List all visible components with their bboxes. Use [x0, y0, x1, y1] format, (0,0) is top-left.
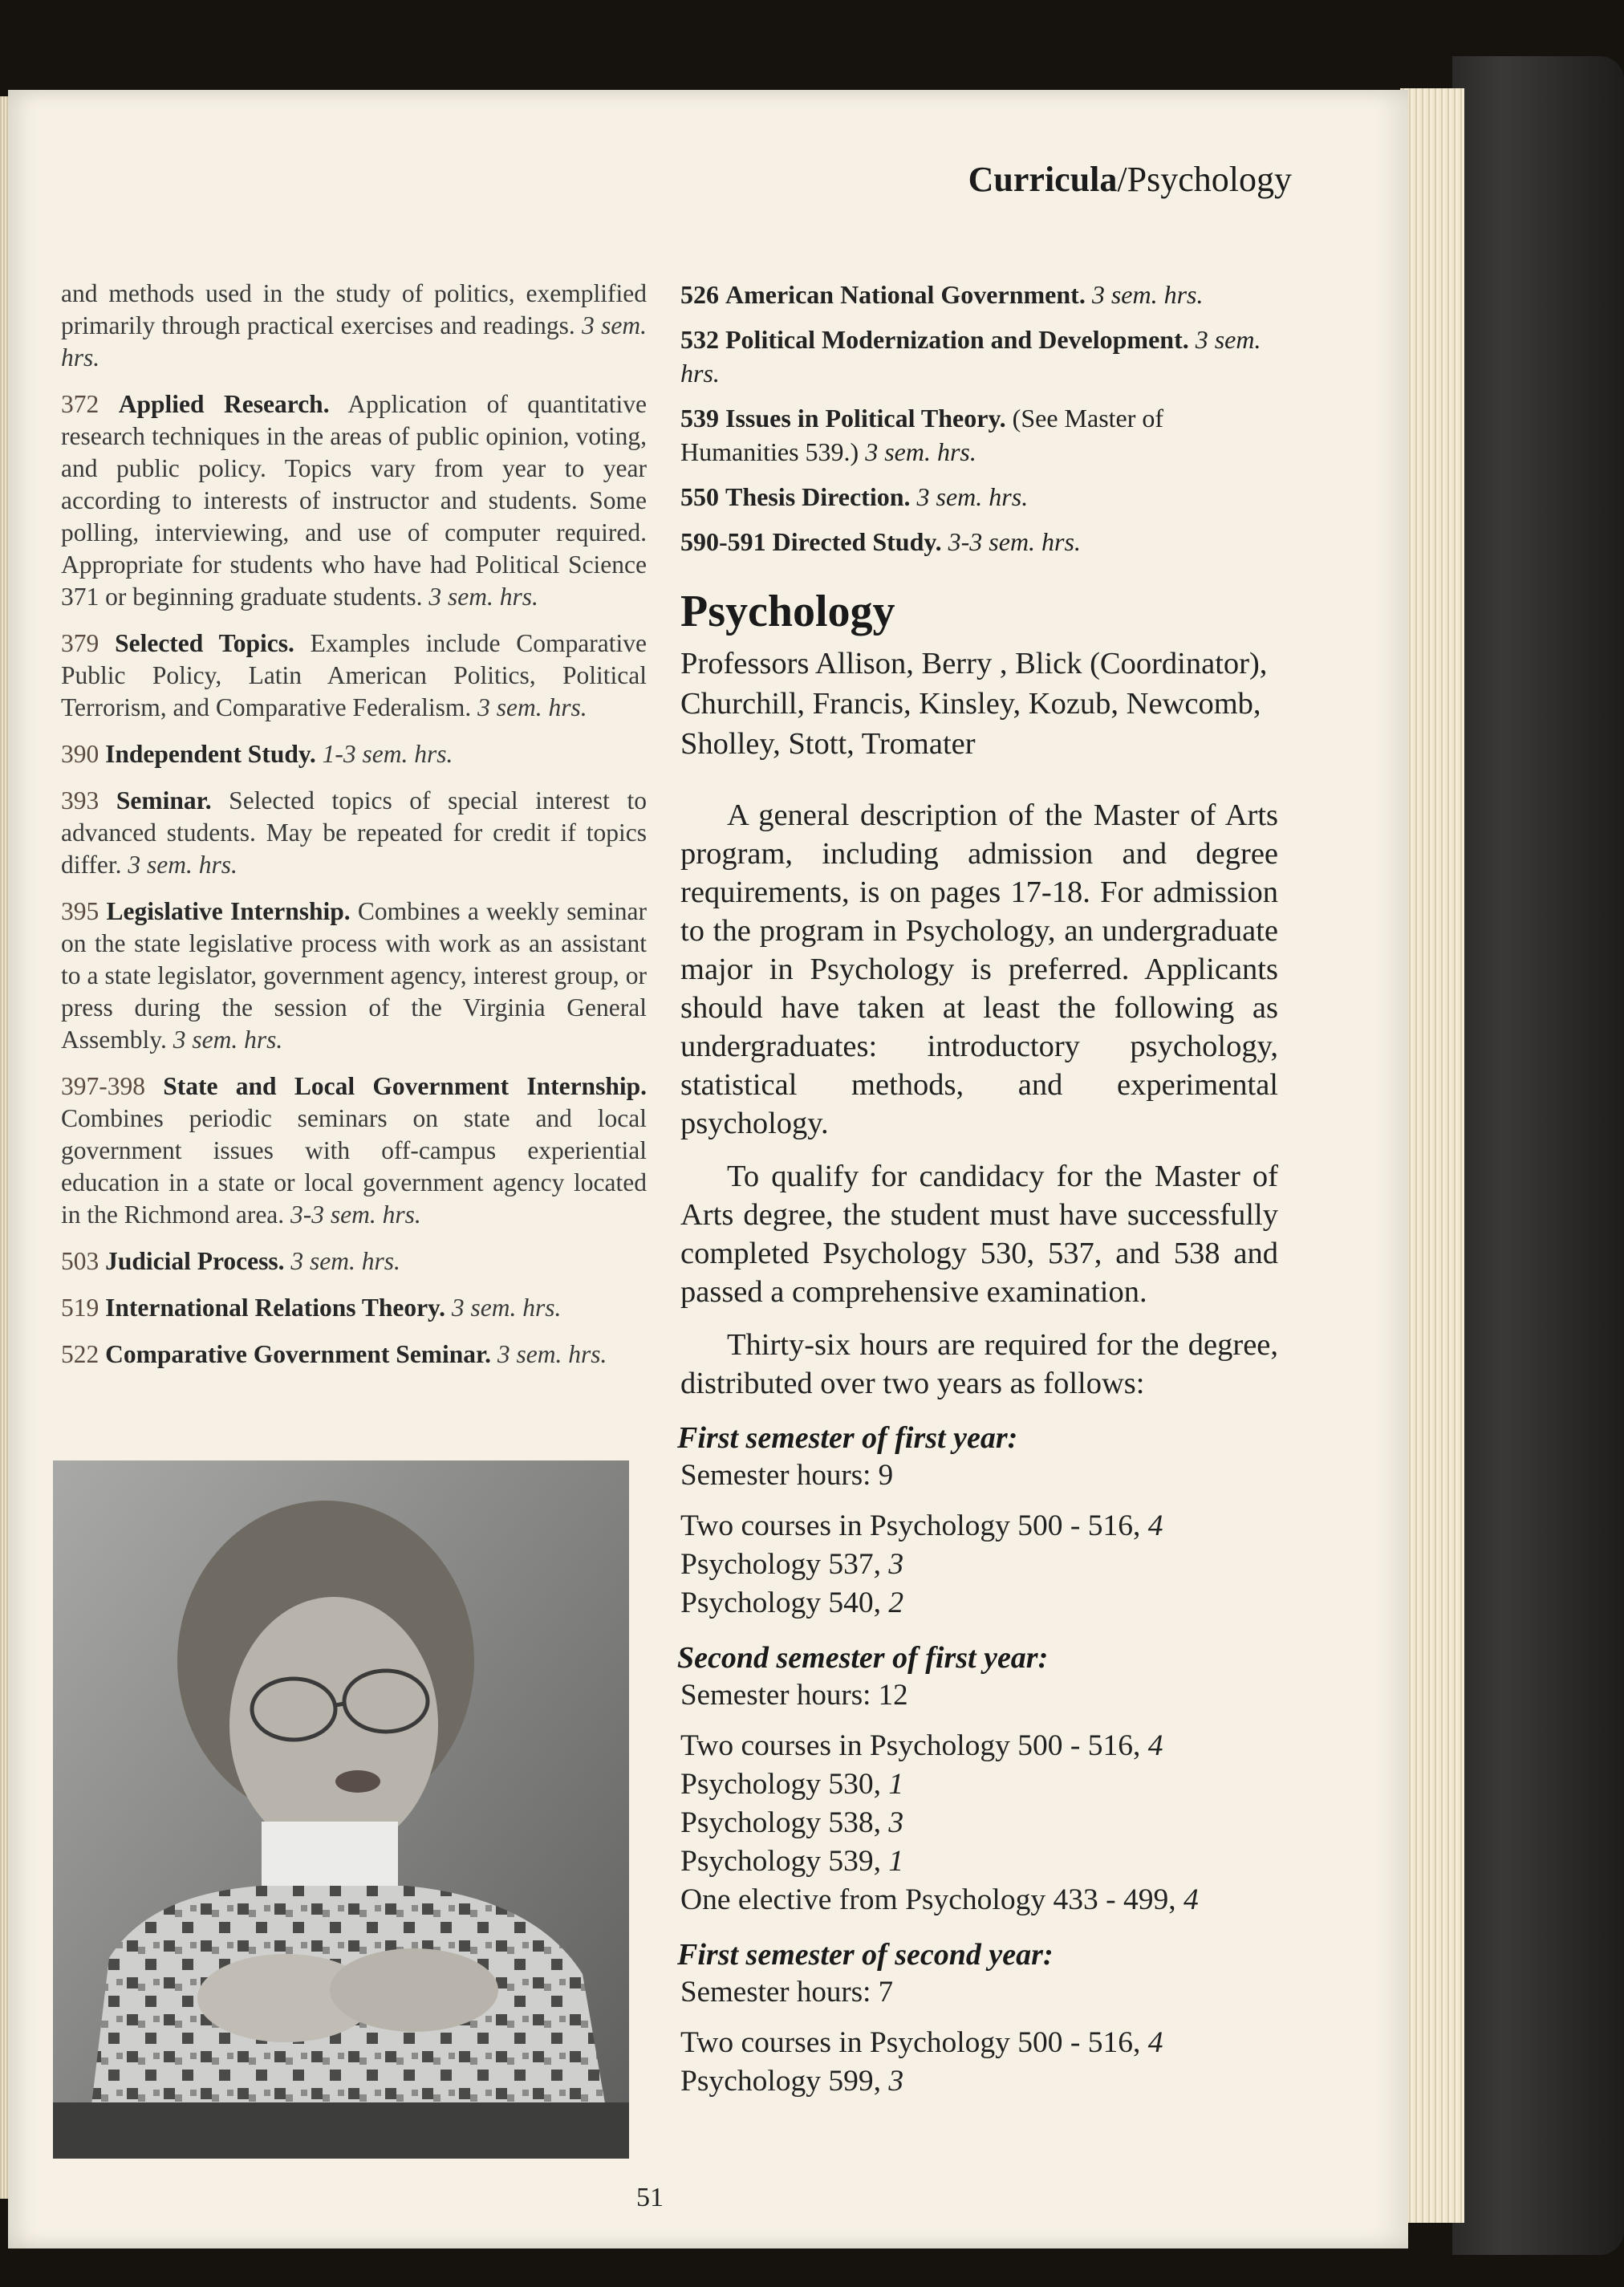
requirement-text: One elective from Psychology 433 - 499, [680, 1883, 1176, 1916]
requirement-hours: 3 [888, 1806, 904, 1839]
body-paragraph: A general description of the Master of Arts program, including admission and degree requirements, is on pages 17-18. For admission to the program in Psychology, an undergraduate major in Psychology is preferred. Applicants should have taken at least the following as undergraduates: introductory psychology, statistical methods, and experimental psychology. [680, 798, 1278, 1140]
requirement-hours: 3 [888, 1548, 904, 1581]
course-entry [61, 628, 647, 724]
requirement-hours: 1 [888, 1845, 904, 1878]
course-entry [680, 525, 1278, 559]
course-hours: 3 sem. hrs. [428, 583, 538, 611]
requirement-line [680, 1546, 1278, 1584]
left-intro [61, 278, 647, 374]
course-title: Seminar. [116, 786, 212, 814]
requirement-hours: 2 [888, 1586, 904, 1619]
course-entry [61, 1292, 647, 1324]
course-title: Political Modernization and Development. [725, 325, 1189, 354]
body-paragraph: To qualify for candidacy for the Master of Arts degree, the student must have successfully completed Psychology 530, 537, and 538 and passed a comprehensive examination. [680, 1160, 1278, 1309]
course-entry [61, 1245, 647, 1278]
requirement-hours: 4 [1147, 1729, 1163, 1762]
course-number: 379 [61, 629, 99, 657]
requirement-text: Psychology 540, [680, 1586, 882, 1619]
course-title: Issues in Political Theory. [725, 404, 1006, 433]
course-entry [61, 388, 647, 613]
course-hours: 1-3 sem. hrs. [322, 740, 453, 768]
course-number: 395 [61, 897, 99, 925]
running-head [802, 159, 1292, 200]
course-entry [61, 896, 647, 1056]
requirement-hours: 4 [1147, 2026, 1163, 2059]
requirement-text: Psychology 539, [680, 1845, 882, 1878]
course-title: American National Government. [725, 280, 1086, 309]
right-column [677, 278, 1278, 2101]
course-number: 390 [61, 740, 99, 768]
requirement-text: Psychology 538, [680, 1806, 882, 1839]
semester-hours: Semester hours: 7 [680, 1976, 894, 2009]
requirement-line [680, 1765, 1278, 1804]
course-hours: 3 sem. hrs. [865, 437, 976, 466]
requirement-line [680, 1507, 1278, 1546]
course-title: International Relations Theory. [105, 1294, 445, 1322]
requirement-hours: 4 [1183, 1883, 1199, 1916]
requirement-hours: 3 [888, 2065, 904, 2098]
requirement-text: Psychology 537, [680, 1548, 882, 1581]
requirement-line [680, 1727, 1278, 1765]
page-edges [1400, 88, 1464, 2223]
course-note: (See Master of Humanities 539.) [680, 404, 1164, 466]
left-column [61, 278, 647, 1385]
course-hours: 3 sem. hrs. [1091, 280, 1204, 309]
course-title: Comparative Government Seminar. [105, 1340, 492, 1368]
course-number: 550 [680, 482, 719, 511]
running-head-section: Curricula [968, 160, 1118, 199]
course-title: Thesis Direction. [725, 482, 911, 511]
requirement-hours: 1 [888, 1768, 904, 1801]
course-title: Independent Study. [105, 740, 316, 768]
course-number: 503 [61, 1247, 99, 1275]
course-number: 519 [61, 1294, 99, 1322]
requirement-hours: 4 [1147, 1509, 1163, 1542]
requirement-text: Two courses in Psychology 500 - 516, [680, 1729, 1141, 1762]
faculty-photo [53, 1460, 629, 2159]
requirement-text: Two courses in Psychology 500 - 516, [680, 2026, 1141, 2059]
course-number: 532 [680, 325, 719, 354]
course-hours: 3 sem. hrs. [128, 851, 238, 879]
faculty-list: Professors Allison, Berry , Blick (Coordinator), Churchill, Francis, Kinsley, Kozub, Newcomb, Sholley, Stott, Tromater [680, 647, 1268, 761]
course-title: Judicial Process. [105, 1247, 285, 1275]
requirement-line [680, 1842, 1278, 1881]
requirement-line [680, 2024, 1278, 2062]
course-title: State and Local Government Internship. [163, 1072, 648, 1100]
course-hours: 3 sem. hrs. [680, 325, 1261, 388]
course-title: Applied Research. [118, 390, 330, 418]
requirement-text: Psychology 530, [680, 1768, 882, 1801]
course-hours: 3 sem. hrs. [451, 1294, 562, 1322]
course-number: 590-591 [680, 527, 766, 556]
course-entry [61, 785, 647, 881]
course-hours: 3-3 sem. hrs. [948, 527, 1081, 556]
course-hours: 3 sem. hrs. [290, 1247, 400, 1275]
course-entry [61, 1338, 647, 1371]
course-number: 522 [61, 1340, 99, 1368]
requirement-line [680, 1804, 1278, 1842]
book-cover-edge [1452, 56, 1624, 2255]
requirement-line [680, 2062, 1278, 2101]
requirement-line [680, 1584, 1278, 1623]
body-paragraph: Thirty-six hours are required for the degree, distributed over two years as follows: [680, 1328, 1278, 1400]
course-entry [61, 738, 647, 770]
course-entry [61, 1070, 647, 1231]
course-entry [680, 401, 1278, 469]
course-number: 393 [61, 786, 99, 814]
semester-title: First semester of second year: [677, 1938, 1054, 1972]
section-title: Psychology [680, 587, 895, 636]
course-hours: 3 sem. hrs. [497, 1340, 607, 1368]
course-description: Selected topics of special interest to advanced students. May be repeated for credit if topics differ. [61, 786, 647, 879]
course-description: Application of quantitative research techniques in the areas of public opinion, voting, and public policy. Topics vary from year to year according to interests of instructor and students. Some polling, interviewing, and use of computer required. Appropriate for students who have had Political Science 371 or beginning graduate students. [61, 390, 648, 611]
course-description: Examples include Comparative Public Policy, Latin American Politics, Political Terrorism, and Comparative Federalism. [61, 629, 647, 721]
course-hours: 3-3 sem. hrs. [290, 1200, 421, 1229]
left-intro-text: and methods used in the study of politics, exemplified primarily through practical exercises and readings. [61, 279, 647, 339]
left-intro-hrs: 3 sem. hrs. [61, 311, 647, 372]
requirement-line [680, 1881, 1278, 1919]
course-title: Directed Study. [772, 527, 942, 556]
course-entry [680, 323, 1278, 390]
page-number: 51 [636, 2183, 664, 2212]
course-hours: 3 sem. hrs. [477, 693, 587, 721]
course-hours: 3 sem. hrs. [916, 482, 1029, 511]
requirement-text: Psychology 599, [680, 2065, 882, 2098]
semester-hours: Semester hours: 9 [680, 1459, 894, 1492]
semester-title: First semester of first year: [677, 1421, 1018, 1455]
course-description: Combines periodic seminars on state and local government issues with off-campus experiential education in a state or local government agency located in the Richmond area. [61, 1104, 647, 1229]
course-entry [680, 480, 1278, 514]
course-title: Selected Topics. [115, 629, 294, 657]
course-entry [680, 278, 1278, 311]
course-title: Legislative Internship. [106, 897, 351, 925]
course-description: Combines a weekly seminar on the state legislative process with work as an assistant to a state legislator, government agency, interest group, or press during the session of the Virginia General Assembly. [61, 897, 648, 1054]
course-number: 372 [61, 390, 99, 418]
course-number: 539 [680, 404, 719, 433]
semester-title: Second semester of first year: [677, 1641, 1049, 1675]
course-number: 526 [680, 280, 719, 309]
semester-hours: Semester hours: 12 [680, 1679, 908, 1712]
requirement-text: Two courses in Psychology 500 - 516, [680, 1509, 1141, 1542]
course-hours: 3 sem. hrs. [173, 1026, 283, 1054]
course-number: 397-398 [61, 1072, 145, 1100]
running-head-subject: /Psychology [1117, 160, 1292, 199]
faculty-photo-illustration [53, 1460, 629, 2159]
